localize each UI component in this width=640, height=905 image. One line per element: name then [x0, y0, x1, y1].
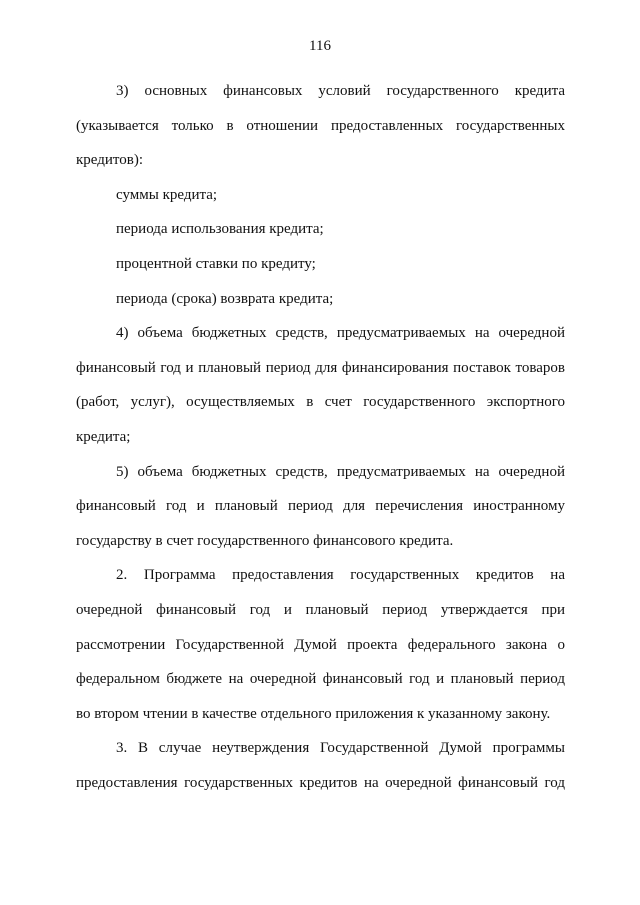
section-2-line-1: 2. Программа предоставления государственных кредитов на — [116, 567, 565, 584]
paragraph-4-line-2: финансовый год и плановый период для финансирования поставок товаров — [76, 359, 565, 376]
document-body — [76, 74, 565, 800]
list-item-return-period: периода (срока) возврата кредита; — [116, 290, 334, 307]
paragraph-3-line-3: кредитов): — [76, 152, 144, 169]
section-2-line-2: очередной финансовый год и плановый период утверждается при — [76, 601, 565, 618]
paragraph-4-line-4: кредита; — [76, 428, 131, 445]
paragraph-3-line-1: 3) основных финансовых условий государственного кредита — [116, 83, 565, 99]
paragraph-5-line-2: финансовый год и плановый период для перечисления иностранному — [76, 498, 565, 515]
section-2-line-3: рассмотрении Государственной Думой проекта федерального закона о — [76, 636, 565, 653]
paragraph-5-line-1: 5) объема бюджетных средств, предусматриваемых на очередной — [116, 463, 565, 480]
section-2-line-4: федеральном бюджете на очередной финансовый год и плановый период — [76, 671, 565, 688]
list-item-interest-rate: процентной ставки по кредиту; — [116, 255, 316, 272]
section-2-line-5: во втором чтении в качестве отдельного приложения к указанному закону. — [76, 705, 551, 722]
section-3-line-2: предоставления государственных кредитов на очередной финансовый год — [76, 774, 565, 791]
section-3-line-1: 3. В случае неутверждения Государственной Думой программы — [116, 740, 565, 757]
paragraph-5-line-3: государству в счет государственного финансового кредита. — [76, 532, 454, 549]
list-item-period-of-use: периода использования кредита; — [116, 221, 324, 238]
page-number: 116 — [309, 38, 331, 54]
list-item-loan-sum: суммы кредита; — [116, 186, 218, 203]
paragraph-4-line-3: (работ, услуг), осуществляемых в счет государственного экспортного — [76, 394, 565, 411]
paragraph-3-line-2: (указывается только в отношении предоставленных государственных — [76, 117, 565, 134]
paragraph-4-line-1: 4) объема бюджетных средств, предусматриваемых на очередной — [116, 325, 565, 342]
